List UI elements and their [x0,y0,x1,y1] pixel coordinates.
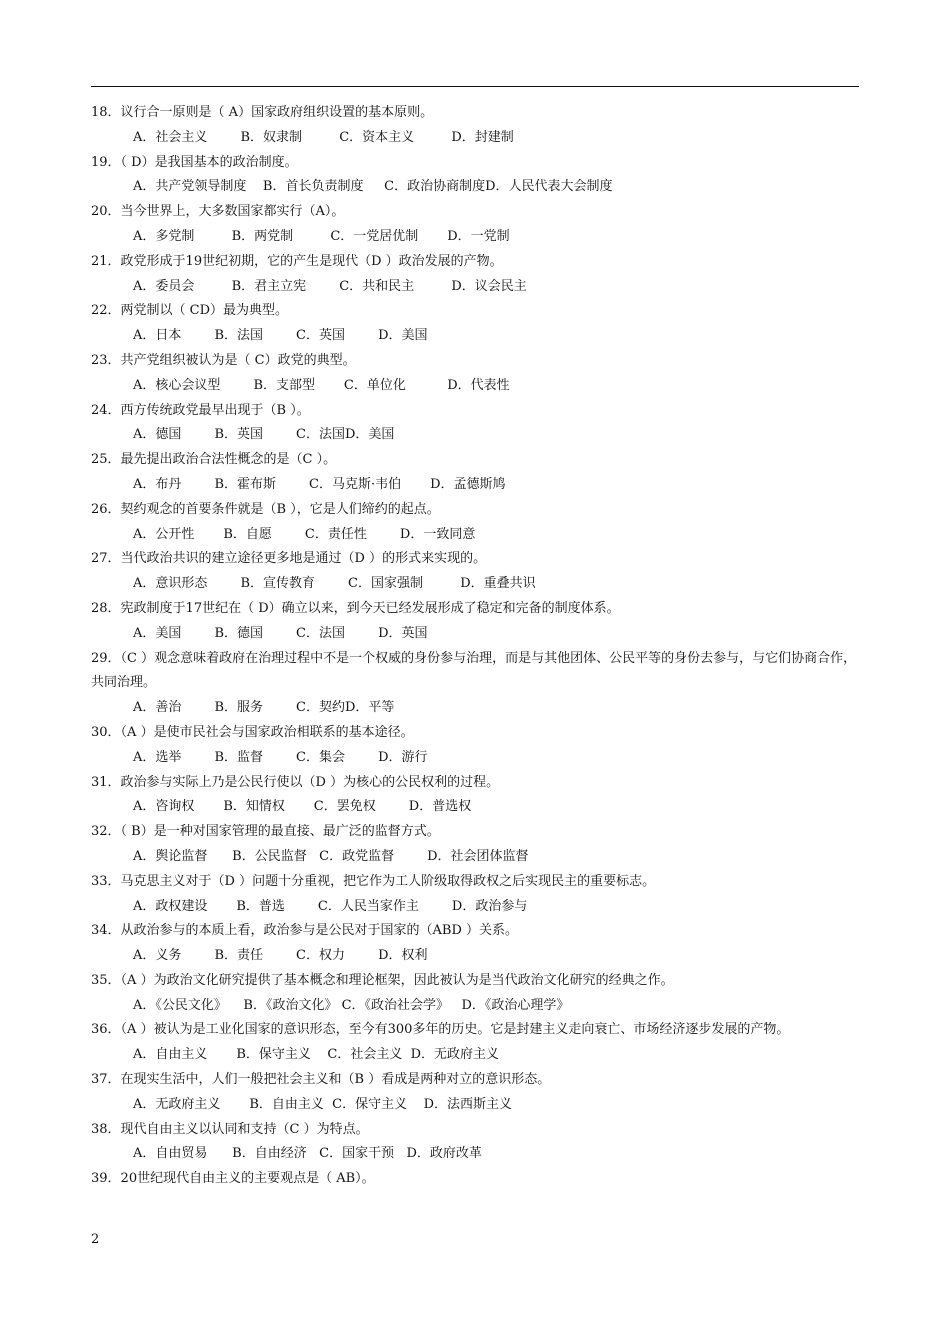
question-options: A．布丹 B．霍布斯 C．马克斯·韦伯 D．孟德斯鸠 [133,476,506,492]
page-number: 2 [91,1232,100,1247]
question-options: A．委员会 B．君主立宪 C．共和民主 D．议会民主 [133,278,527,294]
question-stem: 20．当今世界上，大多数国家都实行（A）。 [91,204,345,220]
question-stem: 36．（A ）被认为是工业化国家的意识形态，至今有300多年的历史。它是封建主义走向衰亡、市场经济逐步发展的产物。 [91,1022,790,1038]
question-stem: 38．现代自由主义以认同和支持（C ）为特点。 [91,1121,369,1137]
question-stem: 26．契约观念的首要条件就是（B ），它是人们缔约的起点。 [91,501,440,517]
question-stem: 31．政治参与实际上乃是公民行使以（D ）为核心的公民权利的过程。 [91,774,500,790]
question-options: A．选举 B．监督 C．集会 D．游行 [133,749,428,765]
question-stem: 23．共产党组织被认为是（ C）政党的典型。 [91,352,356,368]
question-options: A．意识形态 B．宣传教育 C．国家强制 D．重叠共识 [133,576,536,592]
question-options: A．核心会议型 B．支部型 C．单位化 D．代表性 [133,377,510,393]
question-options: A．公开性 B．自愿 C．责任性 D．一致同意 [133,526,476,542]
question-stem: 37．在现实生活中，人们一般把社会主义和（B ）看成是两种对立的意识形态。 [91,1072,551,1088]
question-options: A．自由贸易 B．自由经济 C．国家干预 D．政府改革 [133,1146,482,1162]
question-stem: 27．当代政治共识的建立途径更多地是通过（D ）的形式来实现的。 [91,551,487,567]
question-stem: 29．（C ）观念意味着政府在治理过程中不是一个权威的身份参与治理，而是与其他团体、公民平等的身份去参与，与它们协商合作，共同治理。 [91,650,857,691]
question-options: A．日本 B．法国 C．英国 D．美国 [133,328,428,344]
question-stem: 18．议行合一原则是（ A）国家政府组织设置的基本原则。 [91,105,434,120]
question-stem: 30．（A ）是使市民社会与国家政治相联系的基本途径。 [91,724,414,740]
question-stem: 35．（A ）为政治文化研究提供了基本概念和理论框架，因此被认为是当代政治文化研究的经典之作。 [91,972,674,988]
question-stem: 25．最先提出政治合法性概念的是（C ）。 [91,452,337,468]
question-stem: 28．宪政制度于17世纪在（ D）确立以来，到今天已经发展形成了稳定和完备的制度体系。 [91,600,620,616]
question-stem: 19．（ D）是我国基本的政治制度。 [91,154,298,170]
question-options: A．舆论监督 B．公民监督 C．政党监督 D．社会团体监督 [133,848,529,864]
question-options: A．义务 B．责任 C．权力 D．权利 [133,948,428,964]
question-stem: 33．马克思主义对于（D ）问题十分重视，把它作为工人阶级取得政权之后实现民主的重要标志。 [91,873,656,889]
question-options: A．《公民文化》 B．《政治文化》 C．《政治社会学》 D．《政治心理学》 [133,997,570,1013]
question-options: A．无政府主义 B．自由主义 C．保守主义 D．法西斯主义 [133,1096,513,1112]
question-options: A．善治 B．服务 C．契约D．平等 [133,700,395,716]
question-options: A．德国 B．英国 C．法国D．美国 [133,427,395,443]
header-rule [91,86,859,87]
question-options: A．社会主义 B．奴隶制 C．资本主义 D．封建制 [133,129,514,145]
question-stem: 21．政党形成于19世纪初期，它的产生是现代（D ）政治发展的产物。 [91,253,503,269]
question-options: A．共产党领导制度 B．首长负责制度 C．政治协商制度D．人民代表大会制度 [133,179,613,195]
question-stem: 34．从政治参与的本质上看，政治参与是公民对于国家的（ABD ）关系。 [91,923,519,939]
question-stem: 39．20世纪现代自由主义的主要观点是（ AB）。 [91,1171,375,1187]
question-options: A．自由主义 B．保守主义 C．社会主义 D．无政府主义 [133,1047,500,1063]
question-stem: 24．西方传统政党最早出现于（B ）。 [91,402,310,418]
question-options: A．咨询权 B．知情权 C．罢免权 D．普选权 [133,799,472,815]
question-list [91,101,861,1192]
question-options: A．政权建设 B．普选 C．人民当家作主 D．政治参与 [133,898,528,914]
question-options: A．多党制 B．两党制 C．一党居优制 D．一党制 [133,228,510,244]
question-options: A．美国 B．德国 C．法国 D．英国 [133,625,428,641]
question-stem: 22．两党制以（ CD）最为典型。 [91,303,289,319]
question-stem: 32．（ B）是一种对国家管理的最直接、最广泛的监督方式。 [91,824,440,840]
